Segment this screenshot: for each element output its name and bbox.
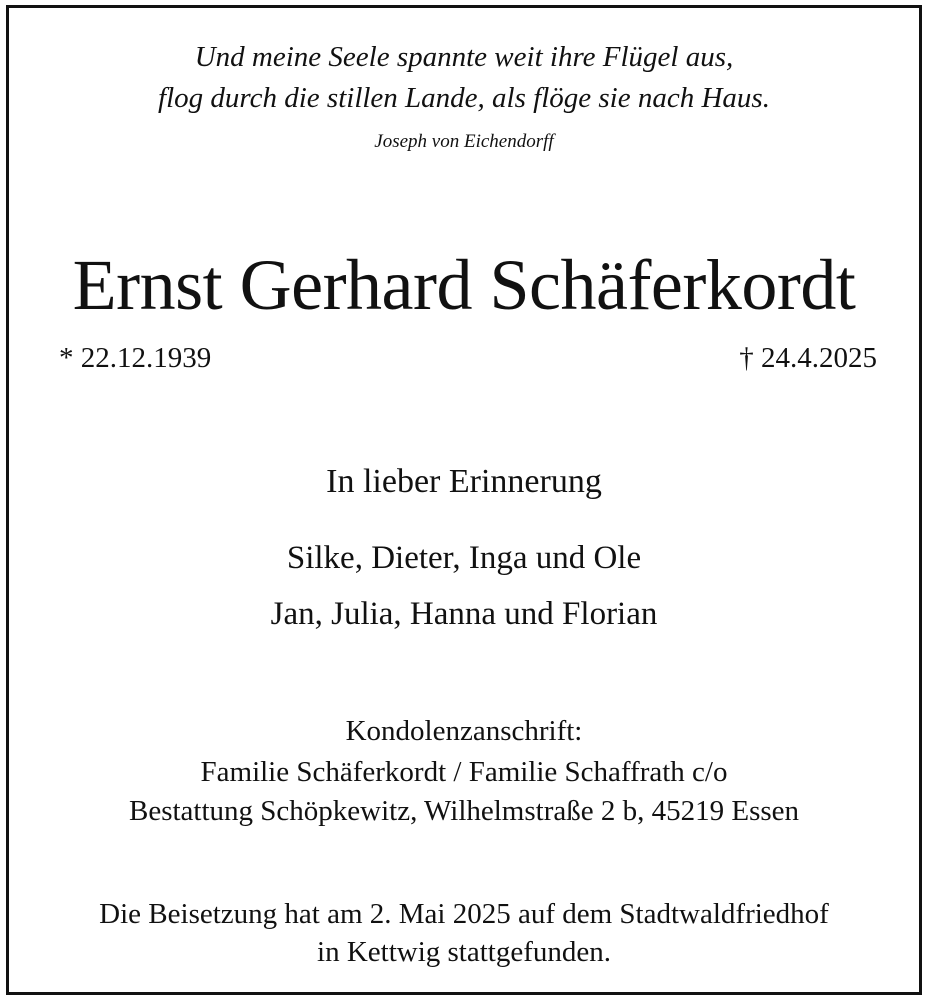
- burial-note-line-2: in Kettwig stattgefunden.: [317, 936, 611, 968]
- quote-line-1: Und meine Seele spannte weit ihre Flügel aus,: [194, 41, 734, 73]
- death-date: † 24.4.2025: [739, 342, 877, 374]
- quote-line-2: flog durch die stillen Lande, als flöge sie nach Haus.: [158, 82, 770, 114]
- condolence-address-line-1: Familie Schäferkordt / Familie Schaffrath c/o: [200, 756, 728, 788]
- birth-date: * 22.12.1939: [59, 342, 212, 374]
- burial-note-line-1: Die Beisetzung hat am 2. Mai 2025 auf dem Stadtwaldfriedhof: [99, 898, 829, 930]
- family-line-1: Silke, Dieter, Inga und Ole: [286, 540, 642, 576]
- deceased-name: Ernst Gerhard Schäferkordt: [72, 245, 856, 325]
- condolence-address-line-2: Bestattung Schöpkewitz, Wilhelmstraße 2 b, 45219 Essen: [128, 795, 800, 827]
- quote-author: Joseph von Eichendorff: [374, 131, 554, 152]
- obituary-notice: [6, 5, 922, 995]
- condolence-label: Kondolenzanschrift:: [345, 715, 583, 747]
- family-line-2: Jan, Julia, Hanna und Florian: [270, 596, 658, 632]
- remembrance-heading: In lieber Erinnerung: [326, 463, 602, 500]
